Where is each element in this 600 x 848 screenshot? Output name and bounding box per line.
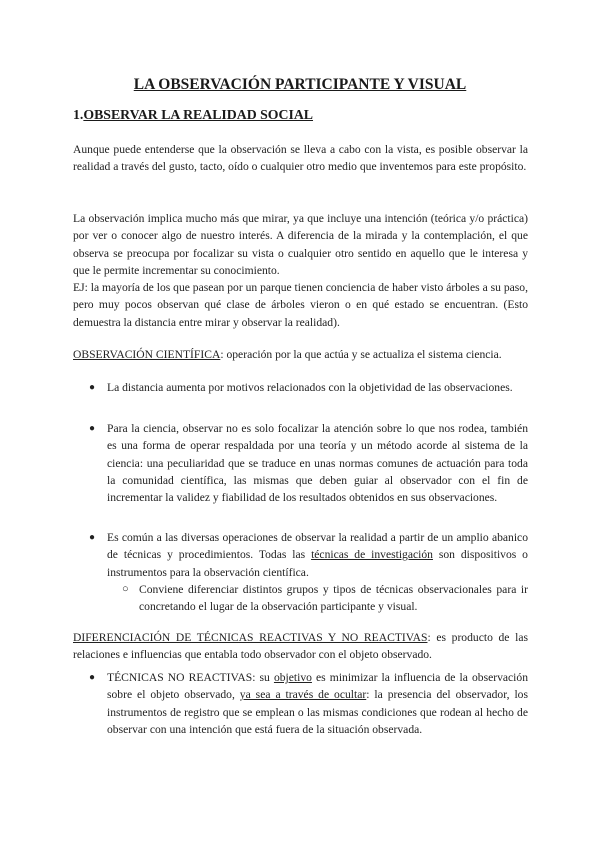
sub-bullet-icon: ○ <box>122 582 129 595</box>
list-item-text: La distancia aumenta por motivos relacionados con la objetividad de las observaciones. <box>107 381 513 394</box>
diferenciacion-definition <box>73 629 528 664</box>
sub-list <box>107 581 528 616</box>
sub-list-item-text: Conviene diferenciar distintos grupos y tipos de técnicas observacionales para ir concretando el lugar de la observación participante y visual. <box>139 582 528 614</box>
list-item-text-end: son dispositivos o instrumentos para la observación científica. <box>107 548 528 579</box>
bullet-icon: ● <box>89 532 96 543</box>
observacion-cientifica-term: OBSERVACIÓN CIENTÍFICA <box>73 348 221 361</box>
list-item <box>73 420 528 506</box>
list-item-text <box>107 671 528 736</box>
objetivo-underlined: objetivo <box>273 671 312 684</box>
paragraph-example: EJ: la mayoría de los que pasean por un parque tienen conciencia de haber visto árboles a su paso, pero muy pocos observan qué clase de árboles vieron o en qué estado se encuentran. (Esto demuestra la distancia entre mirar y observar la realidad). <box>73 281 528 329</box>
tecnicas-investigacion-link: técnicas de investigación <box>311 548 433 562</box>
bullet-icon: ● <box>89 672 96 683</box>
list-item-text-b: es minimizar la influencia de la observación sobre el objeto observado, <box>107 671 528 702</box>
bullet-icon: ● <box>89 423 96 434</box>
section-title: OBSERVAR LA REALIDAD SOCIAL <box>83 107 314 122</box>
ocultar-underlined: ya sea a través de ocultar <box>239 688 367 702</box>
diferenciacion-text: : es producto de las relaciones e influencias que entabla todo observador con el objeto observado. <box>73 631 528 662</box>
observacion-cientifica-list-2 <box>73 420 528 506</box>
list-item-text-c: : la presencia del observador, los instrumentos de registro que se emplean o las mismas condiciones que rodean al hecho de observar con una intención que está fuera de la situación observada. <box>107 688 528 736</box>
diferenciacion-term: DIFERENCIACIÓN DE TÉCNICAS REACTIVAS Y NO REACTIVAS <box>73 631 428 644</box>
list-item <box>73 669 528 738</box>
list-item <box>73 529 528 615</box>
section-heading <box>73 106 313 124</box>
observacion-cientifica-list-3 <box>73 529 528 615</box>
section-number: 1. <box>73 107 84 122</box>
list-item-text: Para la ciencia, observar no es solo focalizar la atención sobre lo que nos rodea, también es una forma de operar respaldada por una teoría y un método acorde al sistema de la ciencia: una peculiaridad que se traduce en unas normas comunes de actuación para toda la comunidad científica, las mismas que deben guiar al observador con el fin de incrementar la validez y fiabilidad de los resultados obtenidos en sus observaciones. <box>107 422 528 505</box>
diferenciacion-list <box>73 669 528 738</box>
observacion-cientifica-text: : operación por la que actúa y se actualiza el sistema ciencia. <box>220 348 502 361</box>
observacion-cientifica-list <box>73 379 528 396</box>
list-item-text-a: TÉCNICAS NO REACTIVAS: su <box>107 671 274 684</box>
page-title: LA OBSERVACIÓN PARTICIPANTE Y VISUAL <box>133 76 467 93</box>
observacion-cientifica-definition <box>73 346 528 363</box>
bullet-icon: ● <box>89 382 96 393</box>
list-item-text <box>107 531 528 579</box>
list-item <box>73 379 528 396</box>
list-item-text-start: Es común a las diversas operaciones de observar la realidad a partir de un amplio abanico de técnicas y procedimientos. Todas las <box>107 531 528 562</box>
sub-list-item <box>107 581 528 616</box>
paragraph-1: Aunque puede entenderse que la observación se lleva a cabo con la vista, es posible observar la realidad a través del gusto, tacto, oído o cualquier otro medio que inventemos para este propósito. <box>73 143 528 174</box>
paragraph-2: La observación implica mucho más que mirar, ya que incluye una intención (teórica y/o práctica) por ver o conocer algo de nuestro interés. A diferencia de la mirada y la contemplación, el que observa se preocupa por focalizar su vista o cualquier otro sentido en aquello que le interesa y que le permite incrementar su conocimiento. <box>73 212 528 277</box>
